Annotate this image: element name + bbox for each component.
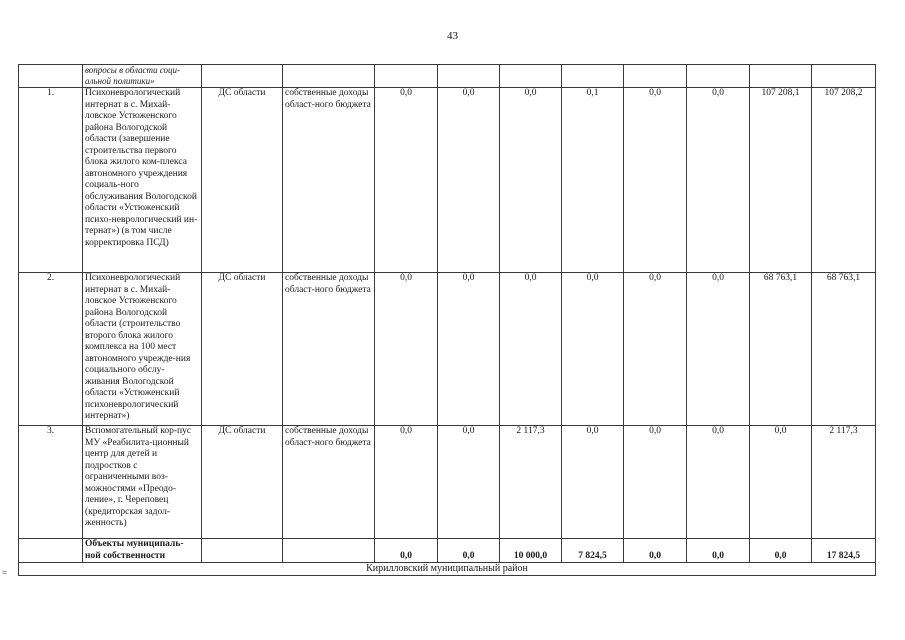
value-cell: 0,0 — [500, 88, 562, 273]
funding-type: собственные доходы област-ного бюджета — [283, 88, 375, 273]
page-number: 43 — [447, 30, 458, 42]
index-cell — [19, 539, 83, 563]
funding-source: ДС области — [202, 426, 283, 539]
value-cell: 0,0 — [624, 88, 687, 273]
object-description: Психоневрологический интернат в с. Михай-ловское Устюженского района Вологодской области (строительство второго блока жилого комплекса на 100 мест автономного учрежде-ния социального обслу-живания Вологодской области «Устюженский психоневрологический интернат») — [83, 273, 202, 426]
funding-type: собственные доходы област-ного бюджета — [283, 426, 375, 539]
index-cell — [19, 65, 83, 88]
value-cell: 107 208,2 — [812, 88, 876, 273]
value-cell: 0,0 — [624, 426, 687, 539]
district-title: Кирилловский муниципальный район — [19, 563, 876, 576]
value-cell: 0,0 — [500, 273, 562, 426]
funding-source: ДС области — [202, 273, 283, 426]
margin-mark: = — [2, 568, 8, 578]
value-cell: 0,0 — [687, 426, 750, 539]
table-row — [19, 273, 876, 426]
total-value: 0,0 — [624, 539, 687, 563]
value-cell: 0,0 — [375, 426, 438, 539]
value-cell: 0,0 — [750, 426, 812, 539]
total-value: 17 824,5 — [812, 539, 876, 563]
table-row — [19, 426, 876, 539]
total-value: 0,0 — [750, 539, 812, 563]
value-cell: 0,0 — [375, 88, 438, 273]
total-value: 0,0 — [375, 539, 438, 563]
row-index: 3. — [19, 426, 83, 539]
funding-type: собственные доходы област-ного бюджета — [283, 273, 375, 426]
description-cell: вопросы в области соци-альной политики» — [83, 65, 202, 88]
total-label: Объекты муниципаль-ной собственности — [83, 539, 202, 563]
value-cell: 68 763,1 — [812, 273, 876, 426]
value-cell: 0,0 — [687, 88, 750, 273]
budget-table — [18, 64, 876, 576]
value-cell: 0,0 — [562, 426, 624, 539]
district-row — [19, 563, 876, 576]
value-cell: 2 117,3 — [500, 426, 562, 539]
value-cell: 0,0 — [438, 88, 500, 273]
total-value: 10 000,0 — [500, 539, 562, 563]
row-index: 1. — [19, 88, 83, 273]
value-cell: 68 763,1 — [750, 273, 812, 426]
value-cell: 0,0 — [438, 273, 500, 426]
value-cell: 0,1 — [562, 88, 624, 273]
table-row — [19, 88, 876, 273]
funding-source: ДС области — [202, 88, 283, 273]
continuation-row — [19, 65, 876, 88]
total-row — [19, 539, 876, 563]
total-value: 7 824,5 — [562, 539, 624, 563]
object-description: Психоневрологический интернат в с. Михай-ловское Устюженского района Вологодской области (завершение строительства первого блока жилого ком-плекса автономного учреждения социаль-ного обслуживания Вологодской области «Устюженский психо-неврологический ин-тернат») (в том числе корректировка ПСД) — [83, 88, 202, 273]
total-value: 0,0 — [687, 539, 750, 563]
object-description: Вспомогательный кор-пус МУ «Реабилита-ционный центр для детей и подростков с ограниченными воз-можностями «Преодо-ление», г. Череповец (кредиторская задол-женность) — [83, 426, 202, 539]
value-cell: 0,0 — [624, 273, 687, 426]
value-cell: 0,0 — [438, 426, 500, 539]
value-cell: 0,0 — [687, 273, 750, 426]
total-value: 0,0 — [438, 539, 500, 563]
row-index: 2. — [19, 273, 83, 426]
value-cell: 107 208,1 — [750, 88, 812, 273]
value-cell: 0,0 — [562, 273, 624, 426]
value-cell: 0,0 — [375, 273, 438, 426]
value-cell: 2 117,3 — [812, 426, 876, 539]
